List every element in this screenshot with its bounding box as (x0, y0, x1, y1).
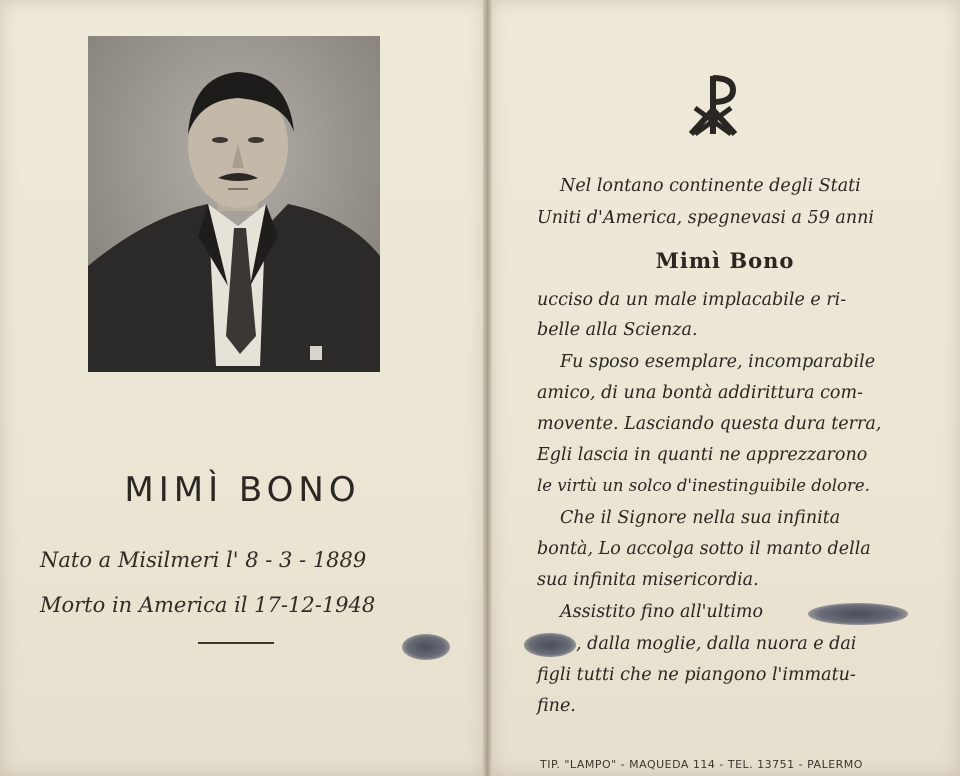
paragraph-4-line-1: Assistito fino all'ultimo (560, 602, 764, 622)
paragraph-2-line-3: movente. Lasciando questa dura terra, (537, 414, 882, 434)
chi-rho-icon (685, 72, 745, 138)
paragraph-2-line-4: Egli lascia in quanti ne apprezzarono (537, 445, 868, 465)
card-fold (483, 0, 492, 776)
paragraph-2-line-5: le virtù un solco d'inestinguibile dolore. (537, 476, 870, 495)
paragraph-3-line-2: bontà, Lo accolga sotto il manto della (537, 539, 871, 559)
ink-smudge (524, 633, 576, 657)
paragraph-3-line-3: sua infinita misericordia. (537, 570, 759, 590)
printer-credit: TIP. "LAMPO" - MAQUEDA 114 - TEL. 13751 - PALERMO (540, 758, 863, 771)
paragraph-1-line-1: ucciso da un male implacabile e ri- (537, 290, 847, 310)
deceased-name-heading: MIMÌ BONO (124, 470, 361, 510)
divider-rule (198, 642, 274, 644)
intro-line-2: Uniti d'America, spegnevasi a 59 anni (537, 208, 874, 228)
paragraph-2-line-1: Fu sposo esemplare, incomparabile (560, 352, 876, 372)
intro-line-1: Nel lontano continente degli Stati (560, 176, 861, 196)
ink-smudge (402, 634, 450, 660)
deceased-name-text: Mimì Bono (655, 248, 795, 273)
ink-smudge (808, 603, 908, 625)
death-date-line: Morto in America il 17-12-1948 (40, 593, 376, 617)
paragraph-1-line-2: belle alla Scienza. (537, 320, 698, 340)
paragraph-4-line-3: figli tutti che ne piangono l'immatu- (537, 665, 856, 685)
portrait-photo (88, 36, 380, 372)
paragraph-4-line-4: fine. (537, 696, 576, 716)
paragraph-4-line-2: , dalla moglie, dalla nuora e dai (576, 634, 857, 654)
birth-date-line: Nato a Misilmeri l' 8 - 3 - 1889 (40, 548, 367, 572)
paragraph-2-line-2: amico, di una bontà addirittura com- (537, 383, 863, 403)
paragraph-3-line-1: Che il Signore nella sua infinita (560, 508, 841, 528)
